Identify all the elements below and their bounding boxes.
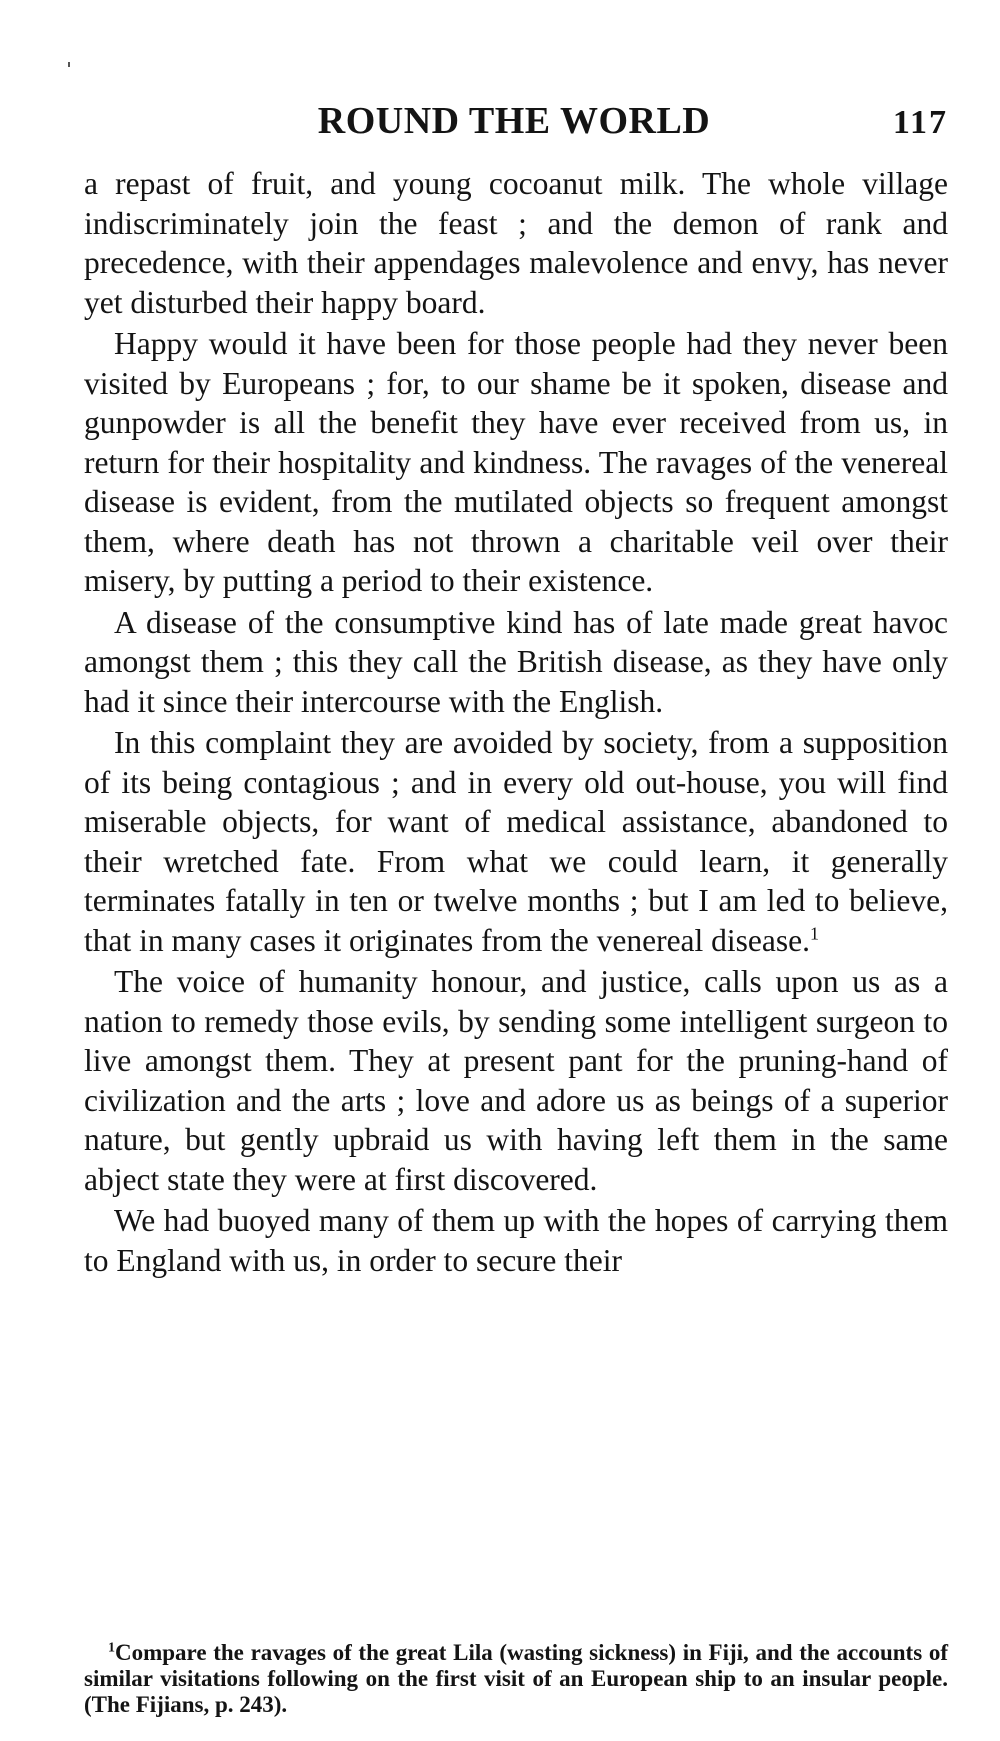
page-number: 117 [892,104,948,141]
paragraph-6: We had buoyed many of them up with the hopes of carrying them to England with us, in order to secure their [84,1203,948,1278]
paragraph-4: In this complaint they are avoided by society, from a supposition of its being contagious ; and in every old out-house, you will find miserable objects, for want of medical assistance, abandoned to their wretched fate. From what we could learn, it generally terminates fatally in ten or twelve months ; but I am led to believe, that in many cases it originates from the venereal disease.$^1$ [84,725,948,958]
scan-speck [68,62,70,67]
footnote-reference[interactable]: 1 [810,923,819,943]
footnote [84,1640,948,1718]
running-title: ROUND THE WORLD [317,100,711,142]
paragraph-3: A disease of the consumptive kind has of late made great havoc amongst them ; this they call the British disease, as they have only had it since their intercourse with the English. [84,604,948,719]
paragraph-2: Happy would it have been for those people had they never been visited by Europeans ; for, to our shame be it spoken, disease and gunpowder is all the benefit they have ever received from us, in return for their hospitality and kindness. The ravages of the venereal disease is evident, from the mutilated objects so frequent amongst them, where death has not thrown a charitable veil over their misery, by putting a period to their existence. [84,326,948,598]
footnote-text: Compare the ravages of the great Lila (wasting sickness) in Fiji, and the accounts of similar visitations following on the first visit of an European ship to an insular people. (The Fijians, p. 243). [84,1640,948,1717]
running-head [84,96,948,146]
paragraph-1: a repast of fruit, and young cocoanut milk. The whole village indiscriminately join the feast ; and the demon of rank and precedence, with their appendages malevolence and envy, has never yet disturbed their happy board. [84,166,948,320]
body-text [84,164,948,1280]
footnote-marker: 1 [108,1640,115,1656]
paragraph-5: The voice of humanity honour, and justice, calls upon us as a nation to remedy those evils, by sending some intelligent surgeon to live amongst them. They at present pant for the pruning-hand of civilization and the arts ; love and adore us as beings of a superior nature, but gently upbraid us with having left them in the same abject state they were at first discovered. [84,964,948,1197]
